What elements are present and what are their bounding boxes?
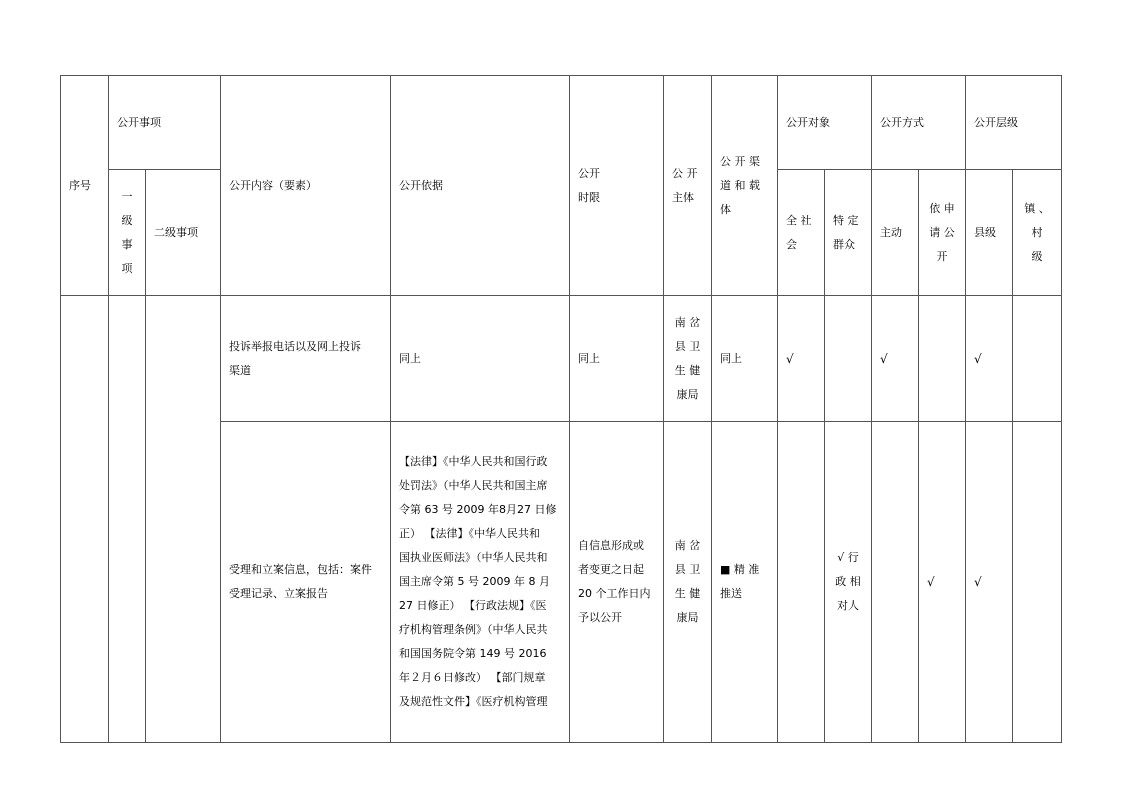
header-scope: 公开层级 [966,76,1062,170]
header-channel-line: 体 [720,202,731,216]
row-subject-line: 县 卫 [674,563,701,576]
row-time-limit-line: 自信息形成或 [578,539,644,552]
header-content: 公开内容（要素） [221,76,391,296]
header-audience-specific-line: 特 定 [833,213,859,227]
row-basis-line: 处罚法》（中华人民共和国主席 [399,479,548,492]
header-method-request-line: 依 申 [929,201,955,215]
header-subject-line: 公 开 [672,166,698,180]
header-scope-town-line: 镇 、 [1024,201,1050,215]
row-method-request [919,296,966,422]
header-time-limit-line: 时限 [578,190,600,204]
row-basis [391,422,570,743]
header-time-limit [570,76,664,296]
header-method-request-line: 请 公 [929,225,955,239]
row-content-line: 投诉举报电话以及网上投诉 [229,339,361,353]
row-channel: 同上 [712,296,778,422]
row-subject-line: 康局 [676,611,699,624]
row-level2-cell [146,296,221,743]
header-audience-specific [825,170,872,296]
row-scope-county-check: √ [966,296,1013,422]
row-subject-line: 县 卫 [674,339,701,353]
header-level1-char: 事 [121,237,133,251]
row-basis-line: 正） 【法律】《中华人民共和 [399,527,540,540]
row-channel-line: 推送 [720,587,742,600]
row-basis-line: 27 日修正） 【行政法规】《医 [399,599,547,612]
header-level1-char: 一 [121,189,133,203]
row-method-active-check: √ [872,296,919,422]
row-content-line: 渠道 [229,363,251,377]
table-row [61,296,1062,422]
row-subject-line: 康局 [676,387,699,401]
row-subject [664,296,712,422]
row-basis-line: 疗机构管理条例》（中华人民共 [399,623,548,636]
row-basis-line: 国执业医师法》（中华人民共和 [399,551,548,564]
header-level2: 二级事项 [146,170,221,296]
header-channel-line: 公 开 渠 [720,154,760,168]
row-channel-line [720,558,769,582]
row-basis-line: 国主席令第 5 号 2009 年 8 月 [399,575,550,588]
row-audience-specific-line: 对人 [837,599,859,612]
row-basis-line: 【法律】《中华人民共和国行政 [399,455,548,468]
header-subject [664,76,712,296]
header-row-1 [61,76,1062,170]
header-audience: 公开对象 [778,76,872,170]
header-audience-all [778,170,825,296]
header-audience-all-line: 全 社 [786,213,812,227]
header-method-request [919,170,966,296]
row-subject-line: 生 健 [674,587,701,600]
header-method-request-line: 开 [936,249,948,263]
row-content-line: 受理和立案信息，包括：案件 [229,563,372,576]
row-basis: 同上 [391,296,570,422]
row-time-limit-line: 者变更之日起 [578,563,644,576]
row-basis-line: 令第 63 号 2009 年8月27 日修 [399,503,557,516]
header-scope-county: 县级 [966,170,1013,296]
row-subject-line: 南 岔 [674,539,701,552]
header-audience-specific-line: 群众 [833,237,855,251]
row-subject [664,422,712,743]
header-scope-town-line: 级 [1031,249,1043,263]
header-subject-line: 主体 [672,190,694,204]
row-time-limit [570,422,664,743]
row-audience-all [778,422,825,743]
header-scope-town [1013,170,1062,296]
header-scope-town-line: 村 [1031,225,1043,239]
row-subject-line: 生 健 [674,363,701,377]
row-audience-specific-line: √ 行 [837,551,859,564]
row-time-limit-line: 予以公开 [578,611,622,624]
row-channel-text: 精 准 [733,563,760,576]
row-method-active [872,422,919,743]
row-audience-specific-line: 政 相 [835,575,861,588]
disclosure-table-page [60,75,1062,715]
row-audience-specific [825,422,872,743]
row-scope-town [1013,296,1062,422]
row-content-line: 受理记录、立案报告 [229,587,328,600]
header-audience-all-line: 会 [786,237,797,251]
header-channel [712,76,778,296]
header-matter: 公开事项 [109,76,221,170]
header-level1 [109,170,146,296]
row-scope-town [1013,422,1062,743]
header-level1-char: 项 [121,261,133,275]
row-seq-cell [61,296,109,743]
header-method: 公开方式 [872,76,966,170]
row-channel [712,422,778,743]
row-basis-line: 年２月６日修改） 【部门规章 [399,671,546,684]
header-method-active: 主动 [872,170,919,296]
row-audience-all-check: √ [778,296,825,422]
row-method-request-check: √ [919,422,966,743]
row-scope-county-check: √ [966,422,1013,743]
row-basis-line: 和国国务院令第 149 号 2016 [399,647,547,660]
row-time-limit-line: 20 个工作日内 [578,587,651,600]
filled-square-icon: ■ [720,563,731,576]
header-basis: 公开依据 [391,76,570,296]
header-level1-char: 级 [121,213,133,227]
row-content [221,422,391,743]
row-basis-line: 及规范性文件】《医疗机构管理 [399,695,548,708]
header-channel-line: 道 和 载 [720,178,760,192]
row-content [221,296,391,422]
row-audience-specific [825,296,872,422]
disclosure-table [60,75,1062,743]
row-time-limit: 同上 [570,296,664,422]
row-subject-line: 南 岔 [674,315,701,329]
row-basis-text [399,422,565,742]
header-seq: 序号 [61,76,109,296]
header-time-limit-line: 公开 [578,166,600,180]
row-level1-cell [109,296,146,743]
